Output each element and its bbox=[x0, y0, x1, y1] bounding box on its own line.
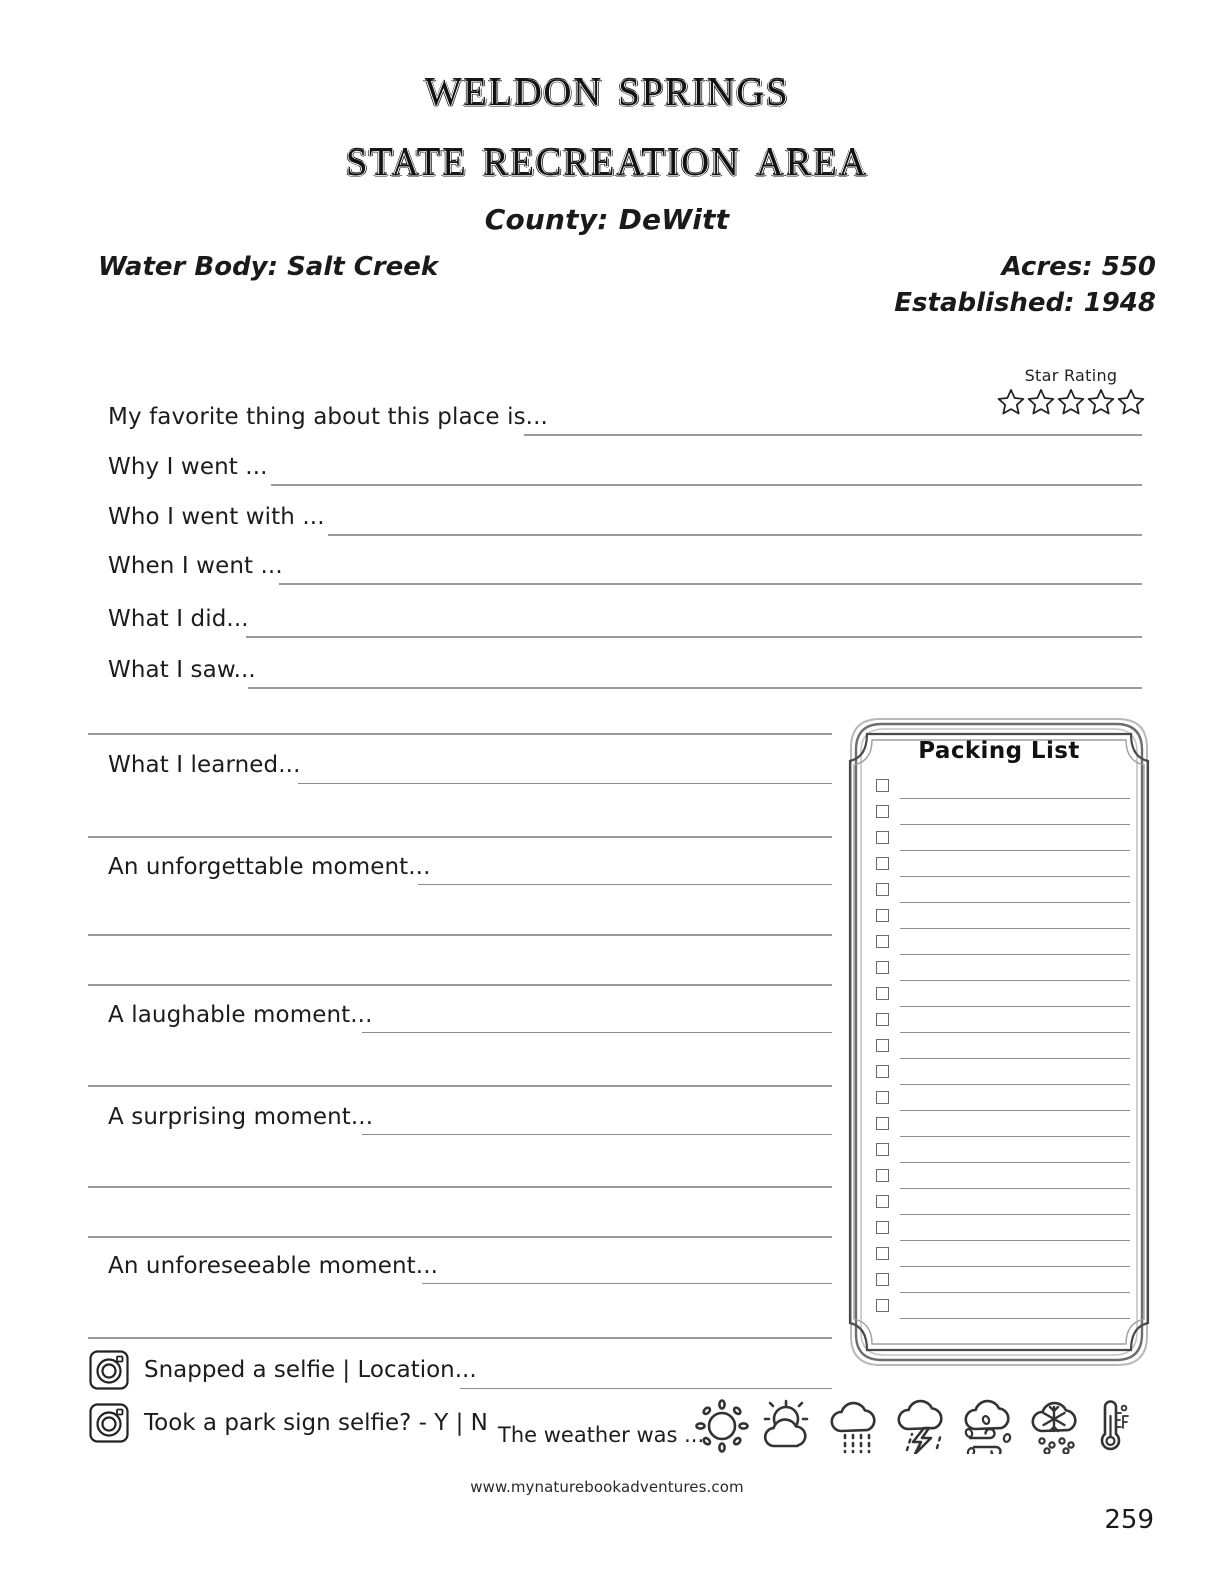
checkbox-icon[interactable] bbox=[876, 1013, 889, 1026]
packing-item-write-line[interactable] bbox=[900, 1266, 1130, 1267]
packing-list-title: Packing List bbox=[918, 738, 1080, 764]
section-write-line[interactable] bbox=[88, 733, 832, 735]
camera-icon bbox=[88, 1349, 130, 1391]
page-title bbox=[0, 54, 1214, 190]
snow-cloud-icon[interactable] bbox=[1027, 1398, 1085, 1454]
checkbox-icon[interactable] bbox=[876, 1221, 889, 1234]
park-sign-selfie-label: Took a park sign selfie? - Y | N bbox=[144, 1410, 488, 1436]
packing-item-write-line[interactable] bbox=[900, 1032, 1130, 1033]
prompt-write-line[interactable] bbox=[422, 1283, 832, 1284]
packing-list-item[interactable] bbox=[876, 986, 1130, 1012]
prompt-label: A laughable moment... bbox=[108, 1002, 373, 1028]
acres-label: Acres: 550 bbox=[1001, 252, 1156, 282]
checkbox-icon[interactable] bbox=[876, 857, 889, 870]
prompt-label: An unforgettable moment... bbox=[108, 854, 431, 880]
packing-list-panel bbox=[848, 716, 1150, 1368]
star-rating[interactable] bbox=[986, 366, 1156, 415]
prompt-label: Why I went ... bbox=[108, 454, 268, 480]
packing-item-write-line[interactable] bbox=[900, 1188, 1130, 1189]
packing-list-item[interactable] bbox=[876, 1064, 1130, 1090]
footer-url: www.mynaturebookadventures.com bbox=[470, 1478, 744, 1496]
prompt-write-line[interactable] bbox=[362, 1032, 832, 1033]
packing-list-item[interactable] bbox=[876, 1220, 1130, 1246]
snapped-selfie-label: Snapped a selfie | Location... bbox=[144, 1357, 477, 1383]
packing-list-item[interactable] bbox=[876, 856, 1130, 882]
checkbox-icon[interactable] bbox=[876, 883, 889, 896]
prompt-write-line[interactable] bbox=[271, 484, 1142, 486]
prompt-label: Who I went with ... bbox=[108, 504, 325, 530]
packing-item-write-line[interactable] bbox=[900, 1006, 1130, 1007]
packing-list-item[interactable] bbox=[876, 830, 1130, 856]
water-body-label: Water Body: Salt Creek bbox=[98, 252, 439, 282]
checkbox-icon[interactable] bbox=[876, 935, 889, 948]
packing-item-write-line[interactable] bbox=[900, 1110, 1130, 1111]
sun-icon[interactable] bbox=[694, 1398, 750, 1454]
partly-cloudy-icon[interactable] bbox=[759, 1398, 817, 1454]
section-write-line[interactable] bbox=[88, 1236, 832, 1238]
section-write-line[interactable] bbox=[88, 984, 832, 986]
packing-list-item[interactable] bbox=[876, 1194, 1130, 1220]
packing-item-write-line[interactable] bbox=[900, 1058, 1130, 1059]
checkbox-icon[interactable] bbox=[876, 1247, 889, 1260]
section-write-line[interactable] bbox=[88, 934, 832, 936]
checkbox-icon[interactable] bbox=[876, 1143, 889, 1156]
star-icon[interactable] bbox=[1117, 388, 1145, 415]
checkbox-icon[interactable] bbox=[876, 909, 889, 922]
packing-list-item[interactable] bbox=[876, 1116, 1130, 1142]
packing-list-item[interactable] bbox=[876, 1038, 1130, 1064]
packing-list-item[interactable] bbox=[876, 960, 1130, 986]
packing-item-write-line[interactable] bbox=[900, 1136, 1130, 1137]
checkbox-icon[interactable] bbox=[876, 1117, 889, 1130]
star-icon[interactable] bbox=[997, 388, 1025, 415]
checkbox-icon[interactable] bbox=[876, 1299, 889, 1312]
thermometer-icon[interactable] bbox=[1094, 1398, 1130, 1454]
star-rating-label: Star Rating bbox=[1024, 366, 1118, 385]
star-icon[interactable] bbox=[1087, 388, 1115, 415]
packing-item-write-line[interactable] bbox=[900, 980, 1130, 981]
prompt-write-line[interactable] bbox=[248, 687, 1142, 689]
checkbox-icon[interactable] bbox=[876, 1065, 889, 1078]
packing-list-item[interactable] bbox=[876, 1246, 1130, 1272]
checkbox-icon[interactable] bbox=[876, 1195, 889, 1208]
prompt-write-line[interactable] bbox=[279, 583, 1142, 585]
location-write-line[interactable] bbox=[460, 1388, 832, 1389]
checkbox-icon[interactable] bbox=[876, 1273, 889, 1286]
packing-item-write-line[interactable] bbox=[900, 824, 1130, 825]
packing-list-item[interactable] bbox=[876, 908, 1130, 934]
section-write-line[interactable] bbox=[88, 836, 832, 838]
prompt-write-line[interactable] bbox=[328, 534, 1142, 536]
packing-list-item[interactable] bbox=[876, 1272, 1130, 1298]
packing-item-write-line[interactable] bbox=[900, 1162, 1130, 1163]
prompt-write-line[interactable] bbox=[246, 636, 1142, 638]
page-number: 259 bbox=[1104, 1505, 1154, 1535]
weather-label: The weather was ... bbox=[498, 1423, 705, 1447]
snapped-selfie-row[interactable] bbox=[88, 1349, 477, 1391]
park-sign-selfie-row[interactable] bbox=[88, 1402, 488, 1444]
prompt-label: What I saw... bbox=[108, 657, 256, 683]
county-label: County: DeWitt bbox=[484, 203, 730, 236]
packing-item-write-line[interactable] bbox=[900, 954, 1130, 955]
checkbox-icon[interactable] bbox=[876, 1039, 889, 1052]
packing-list-item[interactable] bbox=[876, 934, 1130, 960]
checkbox-icon[interactable] bbox=[876, 779, 889, 792]
packing-list-item[interactable] bbox=[876, 1090, 1130, 1116]
prompt-write-line[interactable] bbox=[418, 884, 832, 885]
prompt-label: A surprising moment... bbox=[108, 1104, 374, 1130]
prompt-label: What I learned... bbox=[108, 752, 301, 778]
packing-item-write-line[interactable] bbox=[900, 798, 1130, 799]
packing-item-write-line[interactable] bbox=[900, 1214, 1130, 1215]
packing-list-item[interactable] bbox=[876, 1012, 1130, 1038]
packing-item-write-line[interactable] bbox=[900, 902, 1130, 903]
packing-list-item[interactable] bbox=[876, 1298, 1130, 1324]
packing-list-item[interactable] bbox=[876, 1142, 1130, 1168]
star-icon[interactable] bbox=[1027, 388, 1055, 415]
title-line-1: weldon springs bbox=[424, 56, 790, 118]
prompt-label: What I did... bbox=[108, 606, 249, 632]
camera-icon bbox=[88, 1402, 130, 1444]
packing-list-item[interactable] bbox=[876, 778, 1130, 804]
packing-list-item[interactable] bbox=[876, 804, 1130, 830]
section-write-line[interactable] bbox=[88, 1085, 832, 1087]
prompt-write-line[interactable] bbox=[524, 434, 1142, 436]
prompt-label: My favorite thing about this place is... bbox=[108, 404, 548, 430]
prompt-write-line[interactable] bbox=[298, 783, 832, 784]
packing-list-item[interactable] bbox=[876, 882, 1130, 908]
packing-item-write-line[interactable] bbox=[900, 1318, 1130, 1319]
prompt-label: When I went ... bbox=[108, 553, 283, 579]
checkbox-icon[interactable] bbox=[876, 831, 889, 844]
packing-item-write-line[interactable] bbox=[900, 850, 1130, 851]
prompt-write-line[interactable] bbox=[362, 1134, 832, 1135]
packing-item-write-line[interactable] bbox=[900, 876, 1130, 877]
section-write-line[interactable] bbox=[88, 1337, 832, 1339]
prompt-label: An unforeseeable moment... bbox=[108, 1253, 439, 1279]
packing-item-write-line[interactable] bbox=[900, 928, 1130, 929]
checkbox-icon[interactable] bbox=[876, 987, 889, 1000]
checkbox-icon[interactable] bbox=[876, 805, 889, 818]
checkbox-icon[interactable] bbox=[876, 961, 889, 974]
packing-item-write-line[interactable] bbox=[900, 1240, 1130, 1241]
weather-icon-list[interactable] bbox=[694, 1398, 1130, 1454]
packing-item-write-line[interactable] bbox=[900, 1084, 1130, 1085]
windy-cloud-icon[interactable] bbox=[960, 1398, 1018, 1454]
established-label: Established: 1948 bbox=[894, 288, 1156, 318]
packing-list-rows[interactable] bbox=[876, 778, 1130, 1324]
star-list[interactable] bbox=[986, 388, 1156, 415]
checkbox-icon[interactable] bbox=[876, 1169, 889, 1182]
title-line-2: state recreation area bbox=[345, 126, 869, 189]
packing-item-write-line[interactable] bbox=[900, 1292, 1130, 1293]
star-icon[interactable] bbox=[1057, 388, 1085, 415]
checkbox-icon[interactable] bbox=[876, 1091, 889, 1104]
rain-cloud-icon[interactable] bbox=[826, 1398, 884, 1454]
section-write-line[interactable] bbox=[88, 1186, 832, 1188]
packing-list-item[interactable] bbox=[876, 1168, 1130, 1194]
thunderstorm-icon[interactable] bbox=[893, 1398, 951, 1454]
